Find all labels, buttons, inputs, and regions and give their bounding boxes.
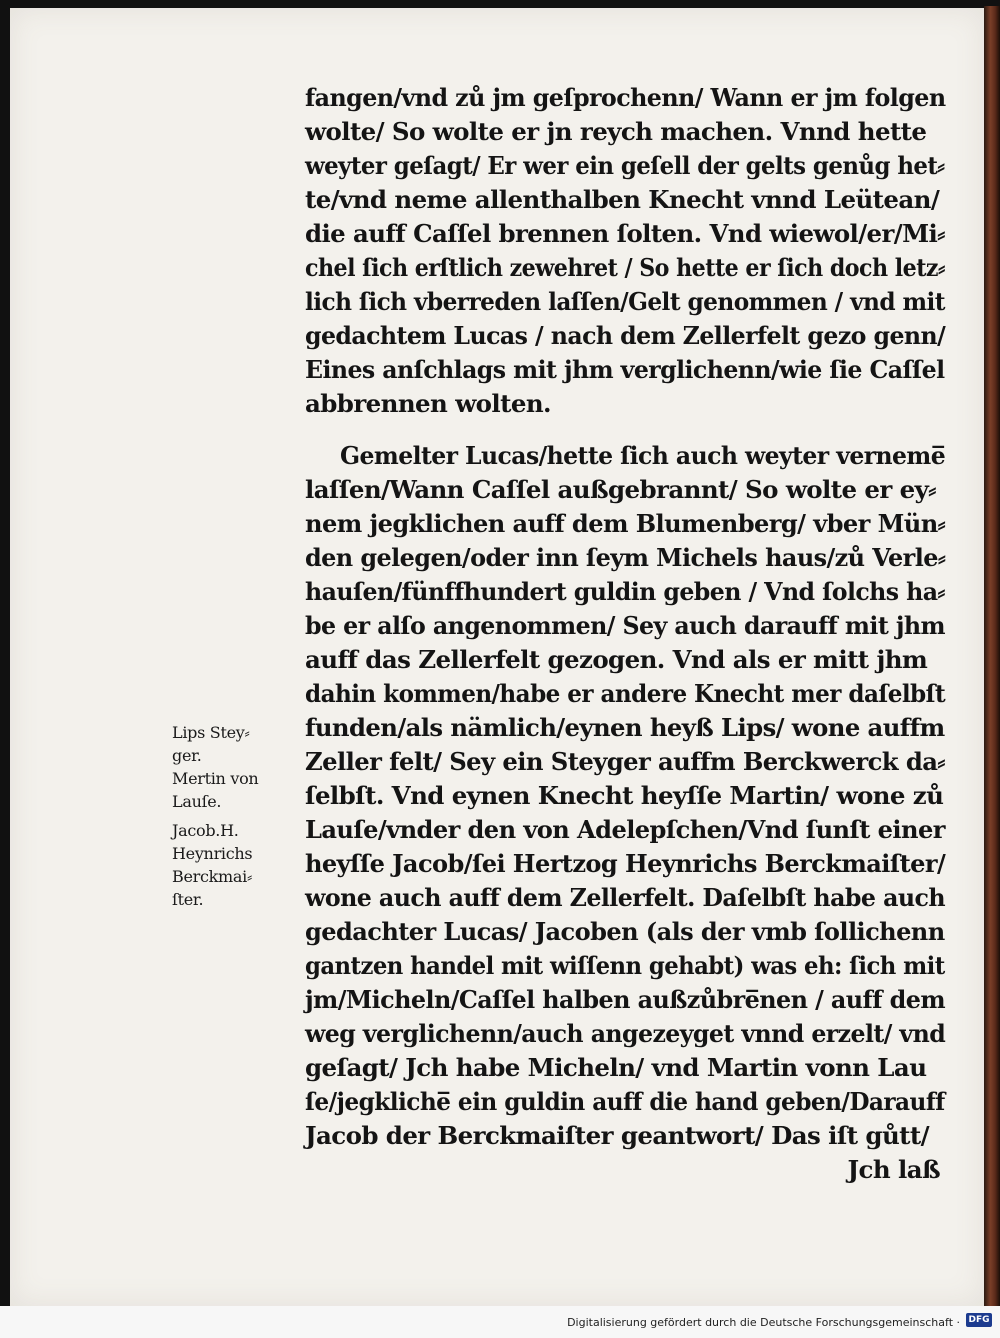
text-line: chel ſich erſtlich zewehret / So hette er ſich doch letz⸗ (305, 253, 945, 282)
text-line: geſagt/ Jch habe Micheln/ vnd Martin vonn Lau (305, 1053, 927, 1082)
text-line: den gelegen/oder inn ſeym Michels haus/zů Verle⸗ (305, 543, 946, 572)
text-line: gantzen handel mit wiſſenn gehabt) was eh: ſich mit (305, 951, 945, 980)
text-line: weyter geſagt/ Er wer ein geſell der gelts genůg het⸗ (305, 151, 945, 180)
text-line: dahin kommen/habe er andere Knecht mer daſelbſt (305, 679, 946, 708)
text-line: fangen/vnd zů jm geſprochenn/ Wann er jm folgen (305, 83, 946, 112)
text-line: abbrennen wolten. (305, 389, 551, 418)
catchword: Jch laß (847, 1155, 940, 1184)
paragraph-start-line: Gemelter Lucas/hette ſich auch weyter verneme̅ (340, 441, 946, 470)
text-line: die auff Caſſel brennen ſolten. Vnd wiewol/er/Mi⸗ (305, 219, 945, 248)
footer-credit: Digitalisierung gefördert durch die Deutsche Forschungsgemeinschaft · (567, 1316, 960, 1329)
text-line: Zeller felt/ Sey ein Steyger auffm Berckwerck da⸗ (305, 747, 945, 776)
text-line: be er alſo angenommen/ Sey auch darauff mit jhm (305, 611, 946, 640)
text-line: laſſen/Wann Caſſel außgebrannt/ So wolte er ey⸗ (305, 475, 936, 504)
text-line: weg verglichenn/auch angezeyget vnnd erzelt/ vnd (305, 1019, 946, 1048)
marginal-note-line: ger. (172, 746, 202, 765)
text-line: gedachtem Lucas / nach dem Zellerfelt gezo genn/ (305, 321, 946, 350)
text-line: funden/als nämlich/eynen heyß Lips/ wone auffm (305, 713, 945, 742)
text-line: lich ſich vberreden laſſen/Gelt genommen / vnd mit (305, 287, 945, 316)
text-line: Jacob der Berckmaiſter geantwort/ Das iſt gůtt/ (305, 1121, 929, 1150)
marginal-note-line: Mertin von (172, 769, 259, 788)
text-line: wolte/ So wolte er jn reych machen. Vnnd hette (305, 117, 927, 146)
marginal-note-line: Berckmai⸗ (172, 867, 252, 886)
book-edge (984, 6, 1000, 1308)
text-line: ſelbſt. Vnd eynen Knecht heyſſe Martin/ wone zů (305, 781, 944, 810)
marginal-note-line: Lauſe. (172, 792, 222, 811)
marginal-note-line: Lips Stey⸗ (172, 723, 250, 742)
text-line: heyſſe Jacob/ſei Hertzog Heynrichs Berckmaiſter/ (305, 849, 946, 878)
dfg-logo: DFG (966, 1313, 992, 1327)
marginal-note-line: Heynrichs (172, 844, 253, 863)
text-line: hauſen/fünffhundert guldin geben / Vnd ſolchs ha⸗ (305, 577, 945, 606)
text-line: ſe/jegkliche̅ ein guldin auff die hand geben/Darauff (305, 1087, 945, 1116)
text-line: wone auch auff dem Zellerfelt. Daſelbſt habe auch (305, 883, 946, 912)
text-line: nem jegklichen auff dem Blumenberg/ vber Mün⸗ (305, 509, 946, 538)
text-line: auff das Zellerfelt gezogen. Vnd als er mitt jhm (305, 645, 928, 674)
marginal-note-line: ſter. (172, 890, 204, 909)
text-line: jm/Micheln/Caſſel halben außzůbre̅nen / auff dem (305, 985, 946, 1014)
text-line: gedachter Lucas/ Jacoben (als der vmb ſollichenn (305, 917, 945, 946)
text-line: Lauſe/vnder den von Adelepſchen/Vnd ſunſt einer (305, 815, 945, 844)
text-line: Eines anſchlags mit jhm verglichenn/wie ſie Caſſel (305, 355, 945, 384)
text-line: te/vnd neme allenthalben Knecht vnnd Leütean/ (305, 185, 940, 214)
marginal-note-line: Jacob.H. (172, 821, 239, 840)
